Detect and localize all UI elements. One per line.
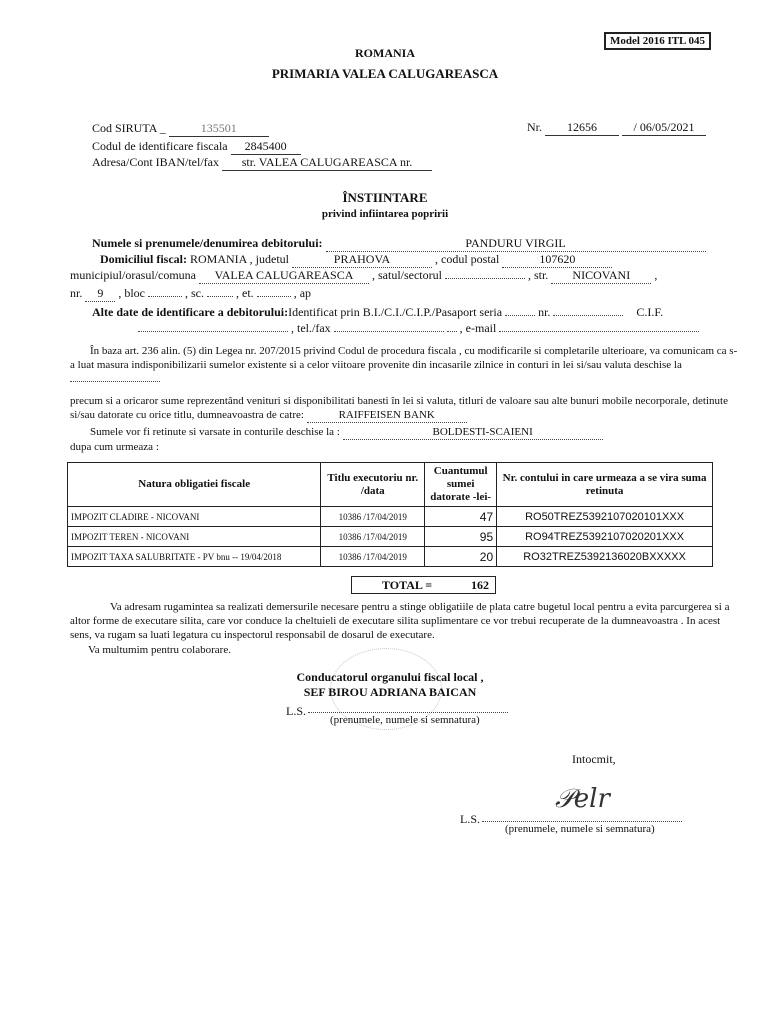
other-id-label: Alte date de identificare a debitorului: bbox=[92, 305, 289, 319]
bloc-value bbox=[148, 296, 182, 297]
sat-label: , satul/sectorul bbox=[371, 268, 442, 282]
table-header-row bbox=[68, 463, 713, 507]
et-label: , et. bbox=[236, 286, 254, 300]
signature-caption: (prenumele, numele si semnatura) bbox=[330, 714, 480, 726]
document-subtitle: privind infiintarea popririi bbox=[321, 208, 449, 220]
signature-line bbox=[308, 712, 508, 713]
nr-label: nr. bbox=[70, 286, 83, 300]
closing-paragraph: Va adresam rugamintea sa realizati demersurile necesare pentru a stinge obligatiile de plata catre bugetul local pentru a evita parcurgerea si a altor forme de executare silita, care vor conduce la cheltuieli de executare silita suplimentare ce vor trebui recuperate de la dumneavoastra . In acest sens, va rugam sa luati legatura cu inspectorul responsabil de dosarul de executare. bbox=[70, 601, 730, 641]
institution-heading: PRIMARIA VALEA CALUGAREASCA bbox=[271, 66, 499, 81]
str-label: , str. bbox=[527, 268, 549, 282]
date-value: / 06/05/2021 bbox=[622, 120, 706, 136]
city-label: municipiul/orasul/comuna bbox=[70, 268, 196, 282]
bank-list-value bbox=[70, 381, 160, 382]
siruta-row: Cod SIRUTA _ 135501 bbox=[92, 121, 269, 137]
preparer-caption: (prenumele, numele si semnatura) bbox=[505, 823, 655, 835]
email-value bbox=[499, 331, 699, 332]
model-code: Model 2016 ITL 045 bbox=[604, 32, 711, 50]
transfer-text: Sumele vor fi retinute si varsate in conturile deschise la : bbox=[90, 426, 340, 438]
cif-row bbox=[92, 139, 301, 155]
tel-value bbox=[334, 331, 444, 332]
preparer-signature-line bbox=[482, 821, 682, 822]
country-value: ROMANIA bbox=[190, 252, 247, 266]
cell-nature: IMPOZIT TAXA SALUBRITATE - PV bnu -- 19/04/2018 bbox=[68, 547, 321, 567]
branch-value: BOLDESTI-SCAIENI bbox=[343, 425, 603, 440]
document-number-row bbox=[527, 120, 706, 136]
domicile-label: Domiciliul fiscal: bbox=[100, 252, 187, 266]
city-row: municipiul/orasul/comuna VALEA CALUGAREASCA , satul/sectorul , str. NICOVANI , bbox=[70, 268, 658, 282]
bloc-label: , bloc bbox=[118, 286, 146, 300]
legal-basis-text: În baza art. 236 alin. (5) din Legea nr. 207/2015 privind Codul de procedura fiscala , cu modificarile si completarile ulterioare, va comunicam ca s-a luat masura indisponibilizarii sumelor existente si a celor viitoare provenite din incasarile zilnice in conturi in lei si/sau valuta deschise la bbox=[70, 345, 738, 371]
following-text: dupa cum urmeaza : bbox=[70, 441, 159, 453]
cell-title: 10386 /17/04/2019 bbox=[321, 527, 425, 547]
cell-account: RO32TREZ5392136020BXXXXX bbox=[497, 547, 713, 567]
et-value bbox=[257, 296, 291, 297]
table-row bbox=[68, 547, 713, 567]
total-box bbox=[351, 576, 496, 594]
header-title: Titlu executoriu nr. /data bbox=[321, 463, 425, 507]
contact-row bbox=[138, 321, 699, 336]
address-row bbox=[92, 155, 432, 171]
debtor-name-row bbox=[92, 236, 706, 252]
cell-title: 10386 /17/04/2019 bbox=[321, 547, 425, 567]
siruta-value: 135501 bbox=[169, 121, 269, 137]
other-id-text: Identificat prin B.I./C.I./C.I.P./Pasaport seria bbox=[288, 305, 503, 319]
other-id-row bbox=[92, 305, 663, 320]
header-nature: Natura obligatiei fiscale bbox=[68, 463, 321, 507]
cif2-label: C.I.F. bbox=[636, 305, 664, 319]
cell-account: RO94TREZ5392107020201XXX bbox=[497, 527, 713, 547]
table-row bbox=[68, 507, 713, 527]
scope-paragraph bbox=[70, 394, 738, 423]
debtor-name-label: Numele si prenumele/denumirea debitorului: bbox=[92, 236, 323, 250]
email-label: , e-mail bbox=[459, 321, 497, 335]
table-row bbox=[68, 527, 713, 547]
legal-basis-paragraph bbox=[70, 344, 738, 386]
country-heading: ROMANIA bbox=[355, 46, 415, 60]
sat-value bbox=[445, 278, 525, 279]
cell-nature: IMPOZIT CLADIRE - NICOVANI bbox=[68, 507, 321, 527]
judet-label: , judetul bbox=[249, 252, 289, 266]
address-details-row bbox=[70, 286, 311, 302]
nr-label: Nr. bbox=[527, 120, 542, 134]
ls-stamp-label: L.S. bbox=[286, 704, 307, 718]
address-value: str. VALEA CALUGAREASCA nr. bbox=[222, 155, 432, 171]
cif2-value bbox=[138, 331, 288, 332]
cell-amount: 95 bbox=[425, 527, 497, 547]
bank-value: RAIFFEISEN BANK bbox=[307, 408, 467, 423]
nr2-label: nr. bbox=[538, 305, 551, 319]
str-value: NICOVANI bbox=[551, 268, 651, 284]
handwritten-signature: 𝒫elr bbox=[555, 784, 610, 814]
total-label: TOTAL = bbox=[382, 578, 433, 592]
cell-account: RO50TREZ5392107020101XXX bbox=[497, 507, 713, 527]
cell-nature: IMPOZIT TEREN - NICOVANI bbox=[68, 527, 321, 547]
thanks-line: Va multumim pentru colaborare. bbox=[88, 644, 231, 656]
city-value: VALEA CALUGAREASCA bbox=[199, 268, 369, 284]
tel-extra bbox=[447, 331, 457, 332]
series-value bbox=[505, 315, 535, 316]
domicile-row bbox=[100, 252, 612, 268]
cell-amount: 47 bbox=[425, 507, 497, 527]
nr-value: 9 bbox=[85, 286, 115, 302]
postal-label: , codul postal bbox=[435, 252, 500, 266]
scope-text: precum si a oricaror sume reprezentând venituri si disponibilitati banesti în lei si valuta, titluri de valoare sau alte bunuri mobile necorporale, detinute si/sau datorate cu orice titlu, dumneavoastra de catre: bbox=[70, 395, 728, 421]
head-name: SEF BIROU ADRIANA BAICAN bbox=[303, 685, 477, 699]
prepared-by-label: Intocmit, bbox=[572, 752, 616, 766]
id-number-value bbox=[553, 315, 623, 316]
nr-value: 12656 bbox=[545, 120, 619, 136]
header-amount: Cuantumul sumei datorate -lei- bbox=[425, 463, 497, 507]
head-title: Conducatorul organului fiscal local , bbox=[296, 670, 484, 684]
sc-value bbox=[207, 296, 233, 297]
total-value: 162 bbox=[471, 578, 489, 592]
judet-value: PRAHOVA bbox=[292, 252, 432, 268]
transfer-paragraph bbox=[70, 425, 738, 454]
postal-value: 107620 bbox=[502, 252, 612, 268]
ap-label: , ap bbox=[293, 286, 312, 300]
tel-label: , tel./fax bbox=[291, 321, 331, 335]
ls-preparer-label: L.S. bbox=[460, 812, 481, 826]
cif-label: Codul de identificare fiscala bbox=[92, 139, 228, 153]
cell-title: 10386 /17/04/2019 bbox=[321, 507, 425, 527]
header-account: Nr. contului in care urmeaza a se vira suma retinuta bbox=[497, 463, 713, 507]
siruta-label: Cod SIRUTA bbox=[92, 121, 157, 135]
address-label: Adresa/Cont IBAN/tel/fax bbox=[92, 155, 219, 169]
sc-label: , sc. bbox=[185, 286, 205, 300]
cif-value: 2845400 bbox=[231, 139, 301, 155]
document-title: ÎNSTIINTARE bbox=[342, 190, 428, 205]
obligations-table bbox=[67, 462, 713, 567]
cell-amount: 20 bbox=[425, 547, 497, 567]
debtor-name-value: PANDURU VIRGIL bbox=[326, 236, 706, 252]
